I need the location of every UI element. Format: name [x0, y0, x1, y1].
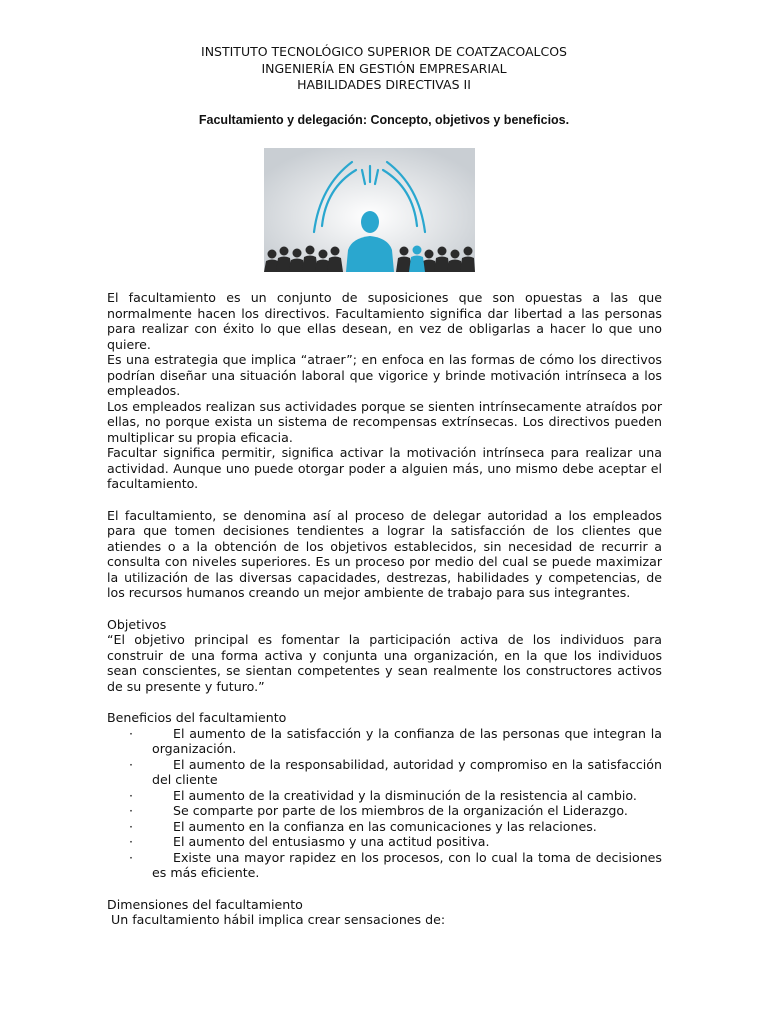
list-item: · El aumento de la creatividad y la disminución de la resistencia al cambio.	[129, 787, 637, 803]
section-heading-dimensiones: Dimensiones del facultamiento	[107, 896, 303, 912]
paragraph: El facultamiento es un conjunto de suposiciones que son opuestas a las que normalmente hacen los directivos. Facultamiento significa dar libertad a las personas para realizar con éxito lo que ellas desean, en vez de obligarlas a hacer lo que uno quiere.	[107, 290, 662, 352]
paragraph: Es una estrategia que implica “atraer”; en enfoca en las formas de cómo los directivos podrían diseñar una situación laboral que vigorice y brinde motivación intrínseca a los empleados.	[107, 352, 662, 398]
paragraph: Los empleados realizan sus actividades porque se sienten intrínsecamente atraídos por ellas, no porque exista un sistema de recompensas extrínsecas. Los directivos pueden multiplicar su propia eficacia.	[107, 398, 662, 445]
bullet-icon: ·	[129, 756, 134, 772]
paragraph: Facultar significa permitir, significa activar la motivación intrínseca para realizar una actividad. Aunque uno puede otorgar poder a alguien más, uno mismo debe aceptar el facultamiento.	[107, 445, 662, 491]
bullet-icon: ·	[129, 803, 134, 818]
list-item: · El aumento de la responsabilidad, autoridad y compromiso en la satisfacción del cliente	[129, 756, 662, 787]
course-name: HABILIDADES DIRECTIVAS II	[297, 77, 471, 92]
section-heading-beneficios: Beneficios del facultamiento	[107, 710, 287, 725]
document-body	[107, 290, 662, 928]
list-item: · El aumento de la satisfacción y la confianza de las personas que integran la organización.	[129, 725, 662, 756]
dimensiones-intro: Un facultamiento hábil implica crear sensaciones de:	[107, 912, 446, 927]
list-item: · Se comparte por parte de los miembros de la organización el Liderazgo.	[129, 803, 628, 818]
beneficios-list	[107, 726, 662, 881]
list-item: · El aumento del entusiasmo y una actitud positiva.	[129, 834, 490, 849]
document-header	[0, 44, 768, 94]
list-item: · El aumento en la confianza en las comunicaciones y las relaciones.	[129, 818, 597, 834]
document-title: Facultamiento y delegación: Concepto, objetivos y beneficios.	[198, 113, 570, 127]
leader-audience-icon	[264, 148, 475, 272]
bullet-icon: ·	[129, 787, 134, 803]
bullet-icon: ·	[129, 725, 134, 741]
list-item: · Existe una mayor rapidez en los procesos, con lo cual la toma de decisiones es más eficiente.	[129, 849, 662, 880]
bullet-icon: ·	[129, 849, 134, 865]
bullet-icon: ·	[129, 818, 134, 834]
degree-program: INGENIERÍA EN GESTIÓN EMPRESARIAL	[261, 60, 507, 76]
institution-name: INSTITUTO TECNOLÓGICO SUPERIOR DE COATZACOALCOS	[201, 44, 567, 59]
objetivos-quote: “El objetivo principal es fomentar la participación activa de los individuos para construir de una forma activa y conjunta una organización, en la que los individuos sean conscientes, se sientan competentes y sean realmente los constructores activos de su presente y futuro.”	[107, 632, 662, 694]
section-heading-objetivos: Objetivos	[107, 616, 167, 632]
bullet-icon: ·	[129, 834, 134, 849]
paragraph: El facultamiento, se denomina así al proceso de delegar autoridad a los empleados para que tomen decisiones tendientes a lograr la satisfacción de los clientes que atiendes o a la obtención de los objetivos establecidos, sin necesidad de recurrir a consulta con niveles superiores. Es un proceso por medio del cual se puede maximizar la utilización de las diversas capacidades, destrezas, habilidades y competencias, de los recursos humanos creando un mejor ambiente de trabajo para sus integrantes.	[107, 507, 662, 600]
